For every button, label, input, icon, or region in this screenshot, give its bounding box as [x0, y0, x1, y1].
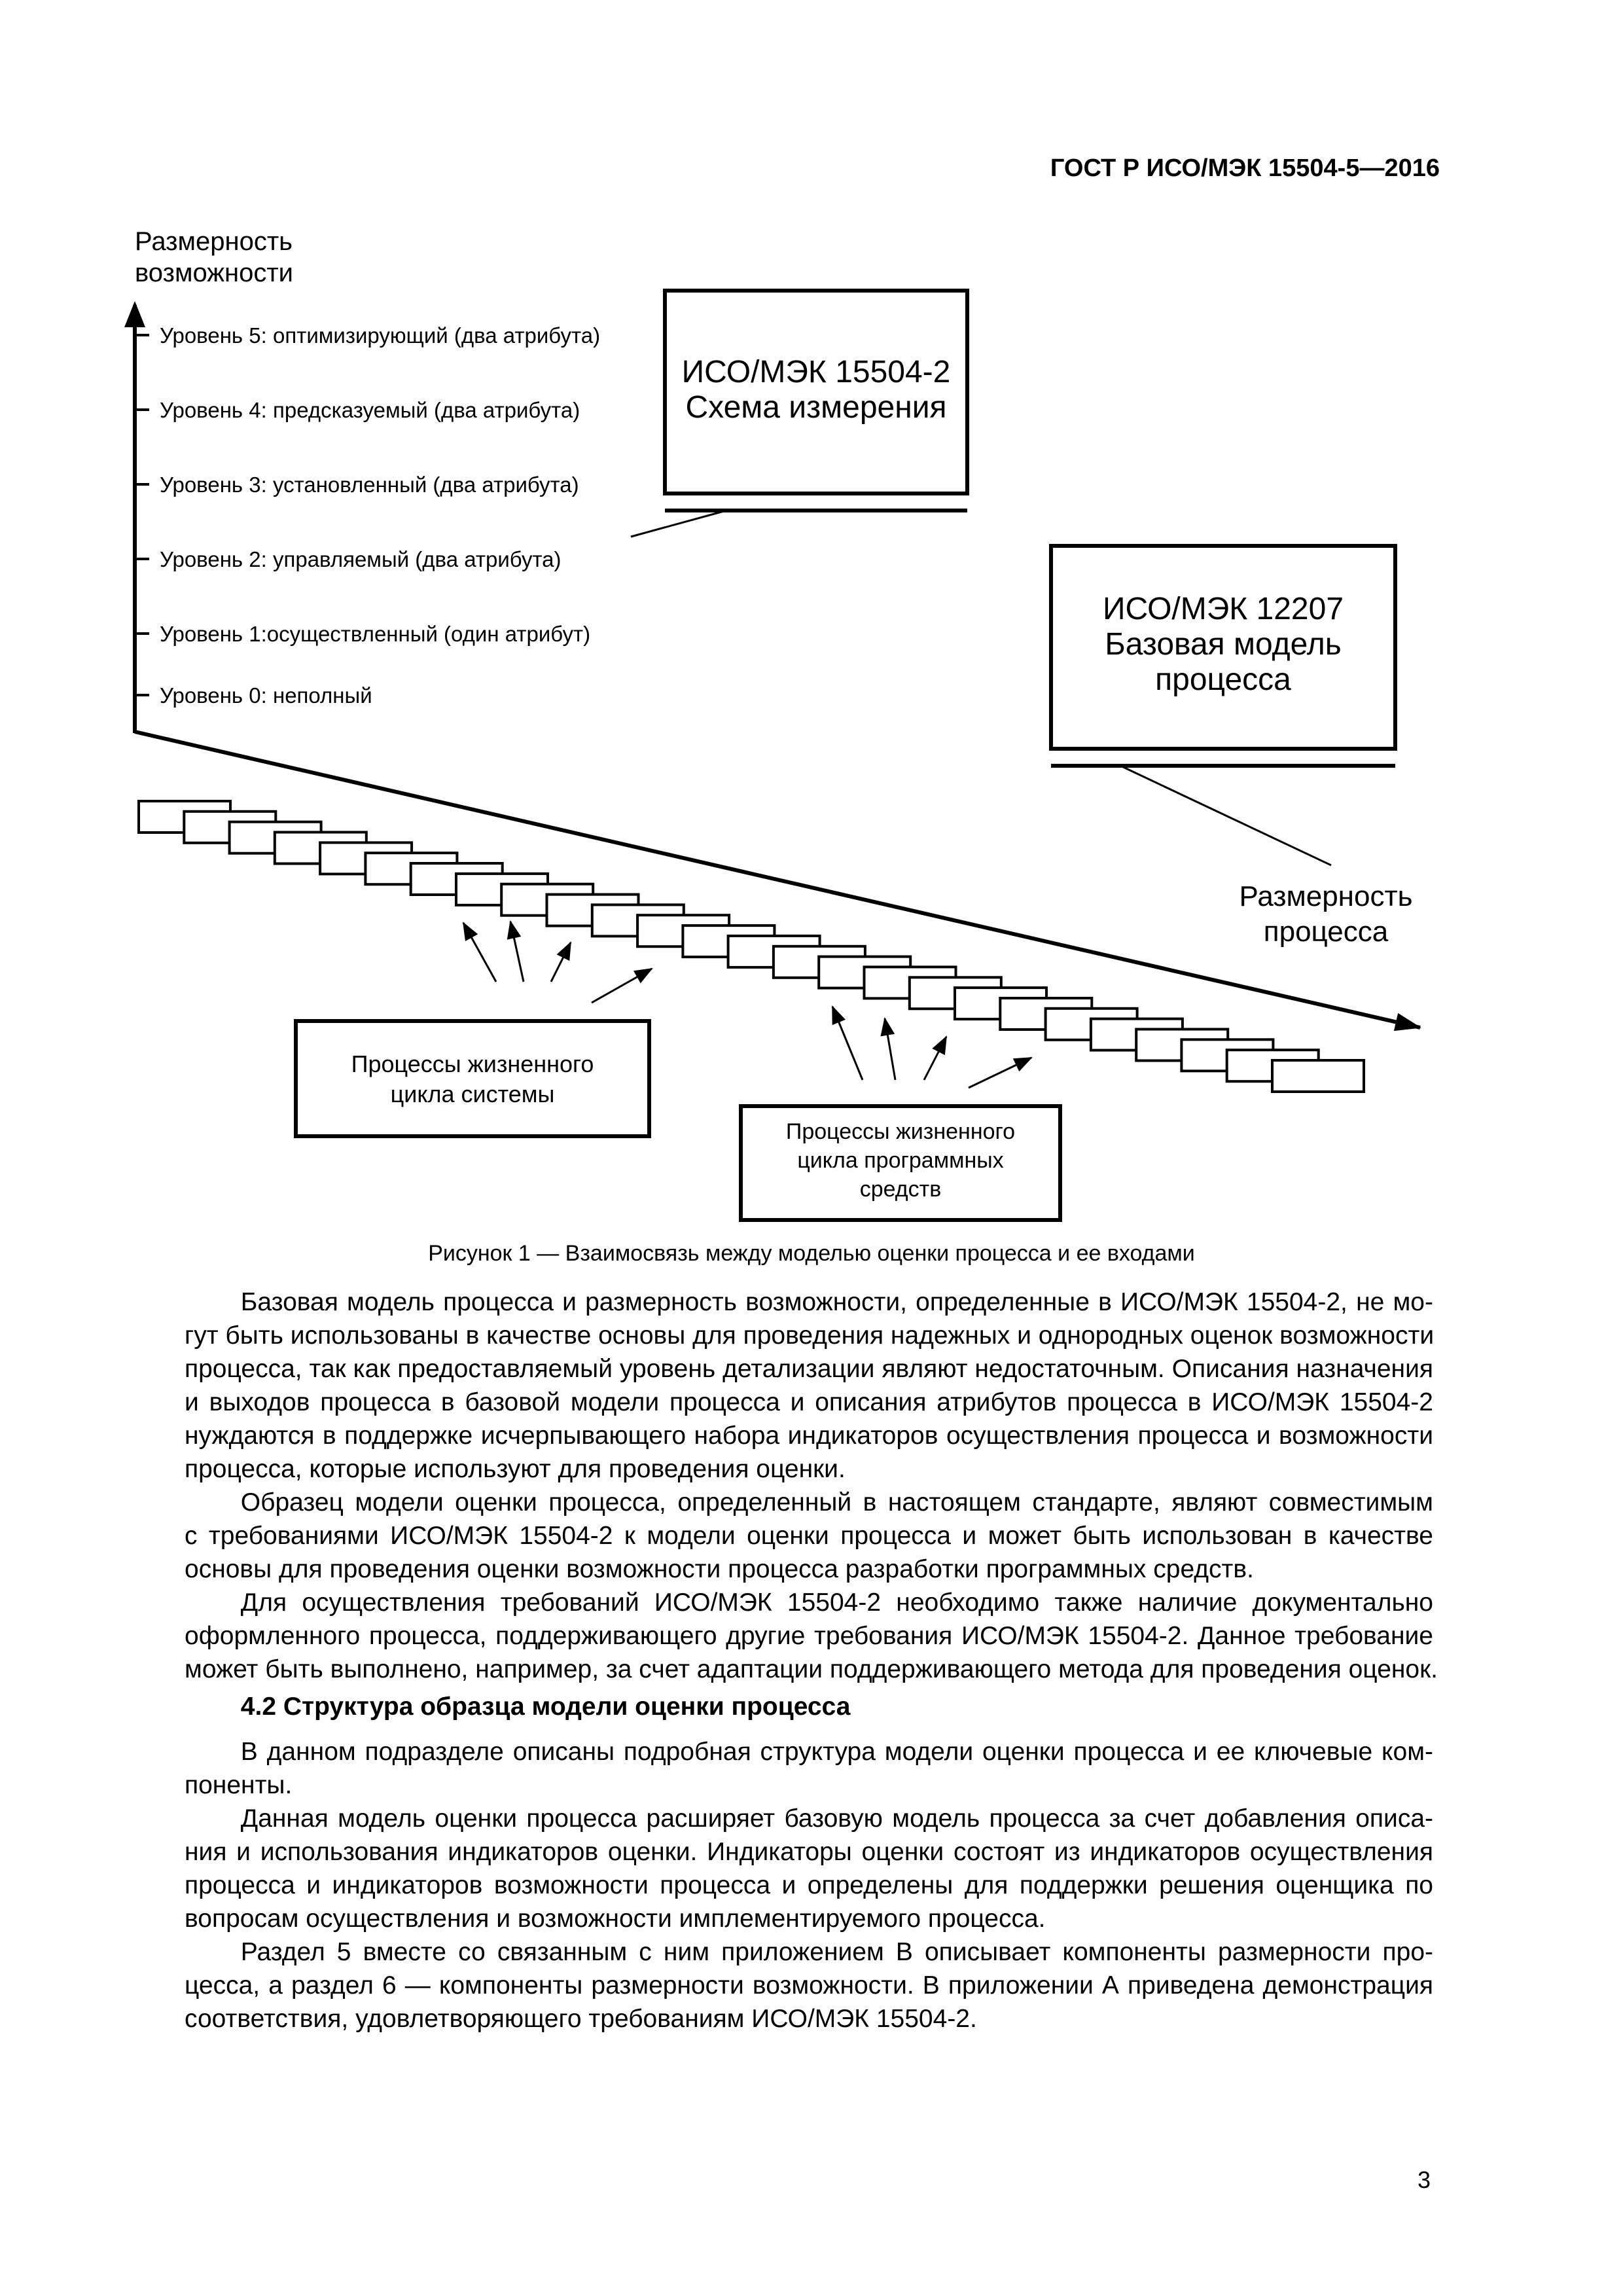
level-2-label: Уровень 2: управляемый (два атрибута): [160, 547, 562, 571]
reference-model-line1: ИСО/МЭК 12207: [1102, 592, 1344, 626]
process-box: [1272, 1060, 1364, 1092]
level-4-label: Уровень 4: предсказуемый (два атрибута): [160, 398, 580, 422]
paragraph-5: [185, 1802, 1433, 1935]
software-lifecycle-line3: средств: [859, 1177, 942, 1202]
process-axis-label-line1: Размерность: [1239, 880, 1413, 912]
paragraph-3: [185, 1586, 1438, 1686]
p1-line: и выходов процесса в базовой модели процесса и описания атрибутов процесса в ИСО/МЭК 15504-2: [185, 1388, 1433, 1416]
p5-line: Данная модель оценки процесса расширяет базовую модель процесса за счет добавления описа-: [240, 1804, 1433, 1833]
p5-line: процесса и индикаторов возможности процесса и определены для поддержки решения оценщика по: [185, 1871, 1433, 1899]
capability-axis-label-line1: Размерность: [135, 227, 293, 256]
p6-line: цесса, а раздел 6 — компоненты размерности возможности. В приложении А приведена демонстрация: [185, 1971, 1433, 2000]
p3-line: может быть выполнено, например, за счет адаптации поддерживающего метода для проведения оценок.: [185, 1655, 1438, 1683]
reference-model-line3: процесса: [1155, 662, 1291, 697]
p5-line: вопросам осуществления и возможности имплементируемого процесса.: [185, 1905, 1046, 1933]
capability-levels: [135, 323, 600, 708]
reference-model-connector: [1120, 766, 1331, 865]
software-lifecycle-line1: Процессы жизненного: [785, 1119, 1016, 1144]
p5-line: ния и использования индикаторов оценки. Индикаторы оценки состоят из индикаторов осуществления: [185, 1838, 1433, 1866]
section-4-2: [185, 1690, 1433, 2036]
level-3-label: Уровень 3: установленный (два атрибута): [160, 473, 579, 497]
level-1-label: Уровень 1:осуществленный (один атрибут): [160, 622, 591, 646]
figure-caption: Рисунок 1 — Взаимосвязь между моделью оценки процесса и ее входами: [428, 1241, 1195, 1266]
p4-line: В данном подразделе описаны подробная структура модели оценки процесса и ее ключевые ком-: [240, 1738, 1433, 1766]
process-axis-label-line2: процесса: [1263, 916, 1389, 948]
p1-line: Базовая модель процесса и размерность возможности, определенные в ИСО/МЭК 15504-2, не мо-: [240, 1288, 1433, 1316]
system-lifecycle-line2: цикла системы: [390, 1081, 555, 1107]
p4-line: поненты.: [185, 1771, 293, 1799]
paragraph-2: [185, 1486, 1433, 1586]
p6-line: соответствия, удовлетворяющего требованиям ИСО/МЭК 15504-2.: [185, 2005, 977, 2033]
software-lifecycle-line2: цикла программных: [797, 1148, 1004, 1173]
paragraph-1: [185, 1285, 1433, 1486]
level-5-label: Уровень 5: оптимизирующий (два атрибута): [160, 323, 601, 348]
process-axis: [135, 732, 1420, 1028]
p3-line: оформленного процесса, поддерживающего другие требования ИСО/МЭК 15504-2. Данное требование: [185, 1622, 1433, 1650]
reference-model-line2: Базовая модель: [1105, 627, 1342, 662]
capability-axis-arrowhead: [124, 301, 145, 327]
paragraph-6: [185, 1935, 1433, 2036]
level-0-label: Уровень 0: неполный: [160, 683, 372, 708]
system-lifecycle-line1: Процессы жизненного: [351, 1050, 594, 1077]
p1-line: нуждаются в поддержке исчерпывающего набора индикаторов осуществления процесса и возможности: [185, 1422, 1433, 1450]
p1-line: гут быть использованы в качестве основы для проведения надежных и однородных оценок возможности: [185, 1321, 1435, 1350]
p3-line: Для осуществления требований ИСО/МЭК 15504-2 необходимо также наличие документально: [240, 1588, 1433, 1617]
measurement-box-line1: ИСО/МЭК 15504-2: [681, 355, 951, 389]
section-title: 4.2 Структура образца модели оценки процесса: [240, 1693, 851, 1721]
p2-line: с требованиями ИСО/МЭК 15504-2 к модели оценки процесса и может быть использован в качестве: [185, 1522, 1433, 1550]
measurement-box-line2: Схема измерения: [685, 390, 947, 425]
paragraph-4: [185, 1735, 1433, 1802]
body-paragraphs-1: [185, 1285, 1438, 1686]
document-code-header: ГОСТ Р ИСО/МЭК 15504-5—2016: [1050, 154, 1440, 182]
capability-axis-label-line2: возможности: [135, 259, 293, 287]
p1-line: процесса, которые используют для проведения оценки.: [185, 1455, 846, 1483]
page-number: 3: [1417, 2166, 1431, 2193]
p1-line: процесса, так как предоставляемый уровень детализации являют недостаточным. Описания назначения: [185, 1355, 1433, 1383]
p2-line: основы для проведения оценки возможности процесса разработки программных средств.: [185, 1555, 1254, 1583]
p6-line: Раздел 5 вместе со связанным с ним приложением В описывает компоненты размерности про-: [240, 1938, 1433, 1966]
p2-line: Образец модели оценки процесса, определенный в настоящем стандарте, являют совместимым: [240, 1488, 1433, 1516]
system-lifecycle-box: [296, 1021, 649, 1136]
measurement-box-connector: [631, 511, 726, 537]
